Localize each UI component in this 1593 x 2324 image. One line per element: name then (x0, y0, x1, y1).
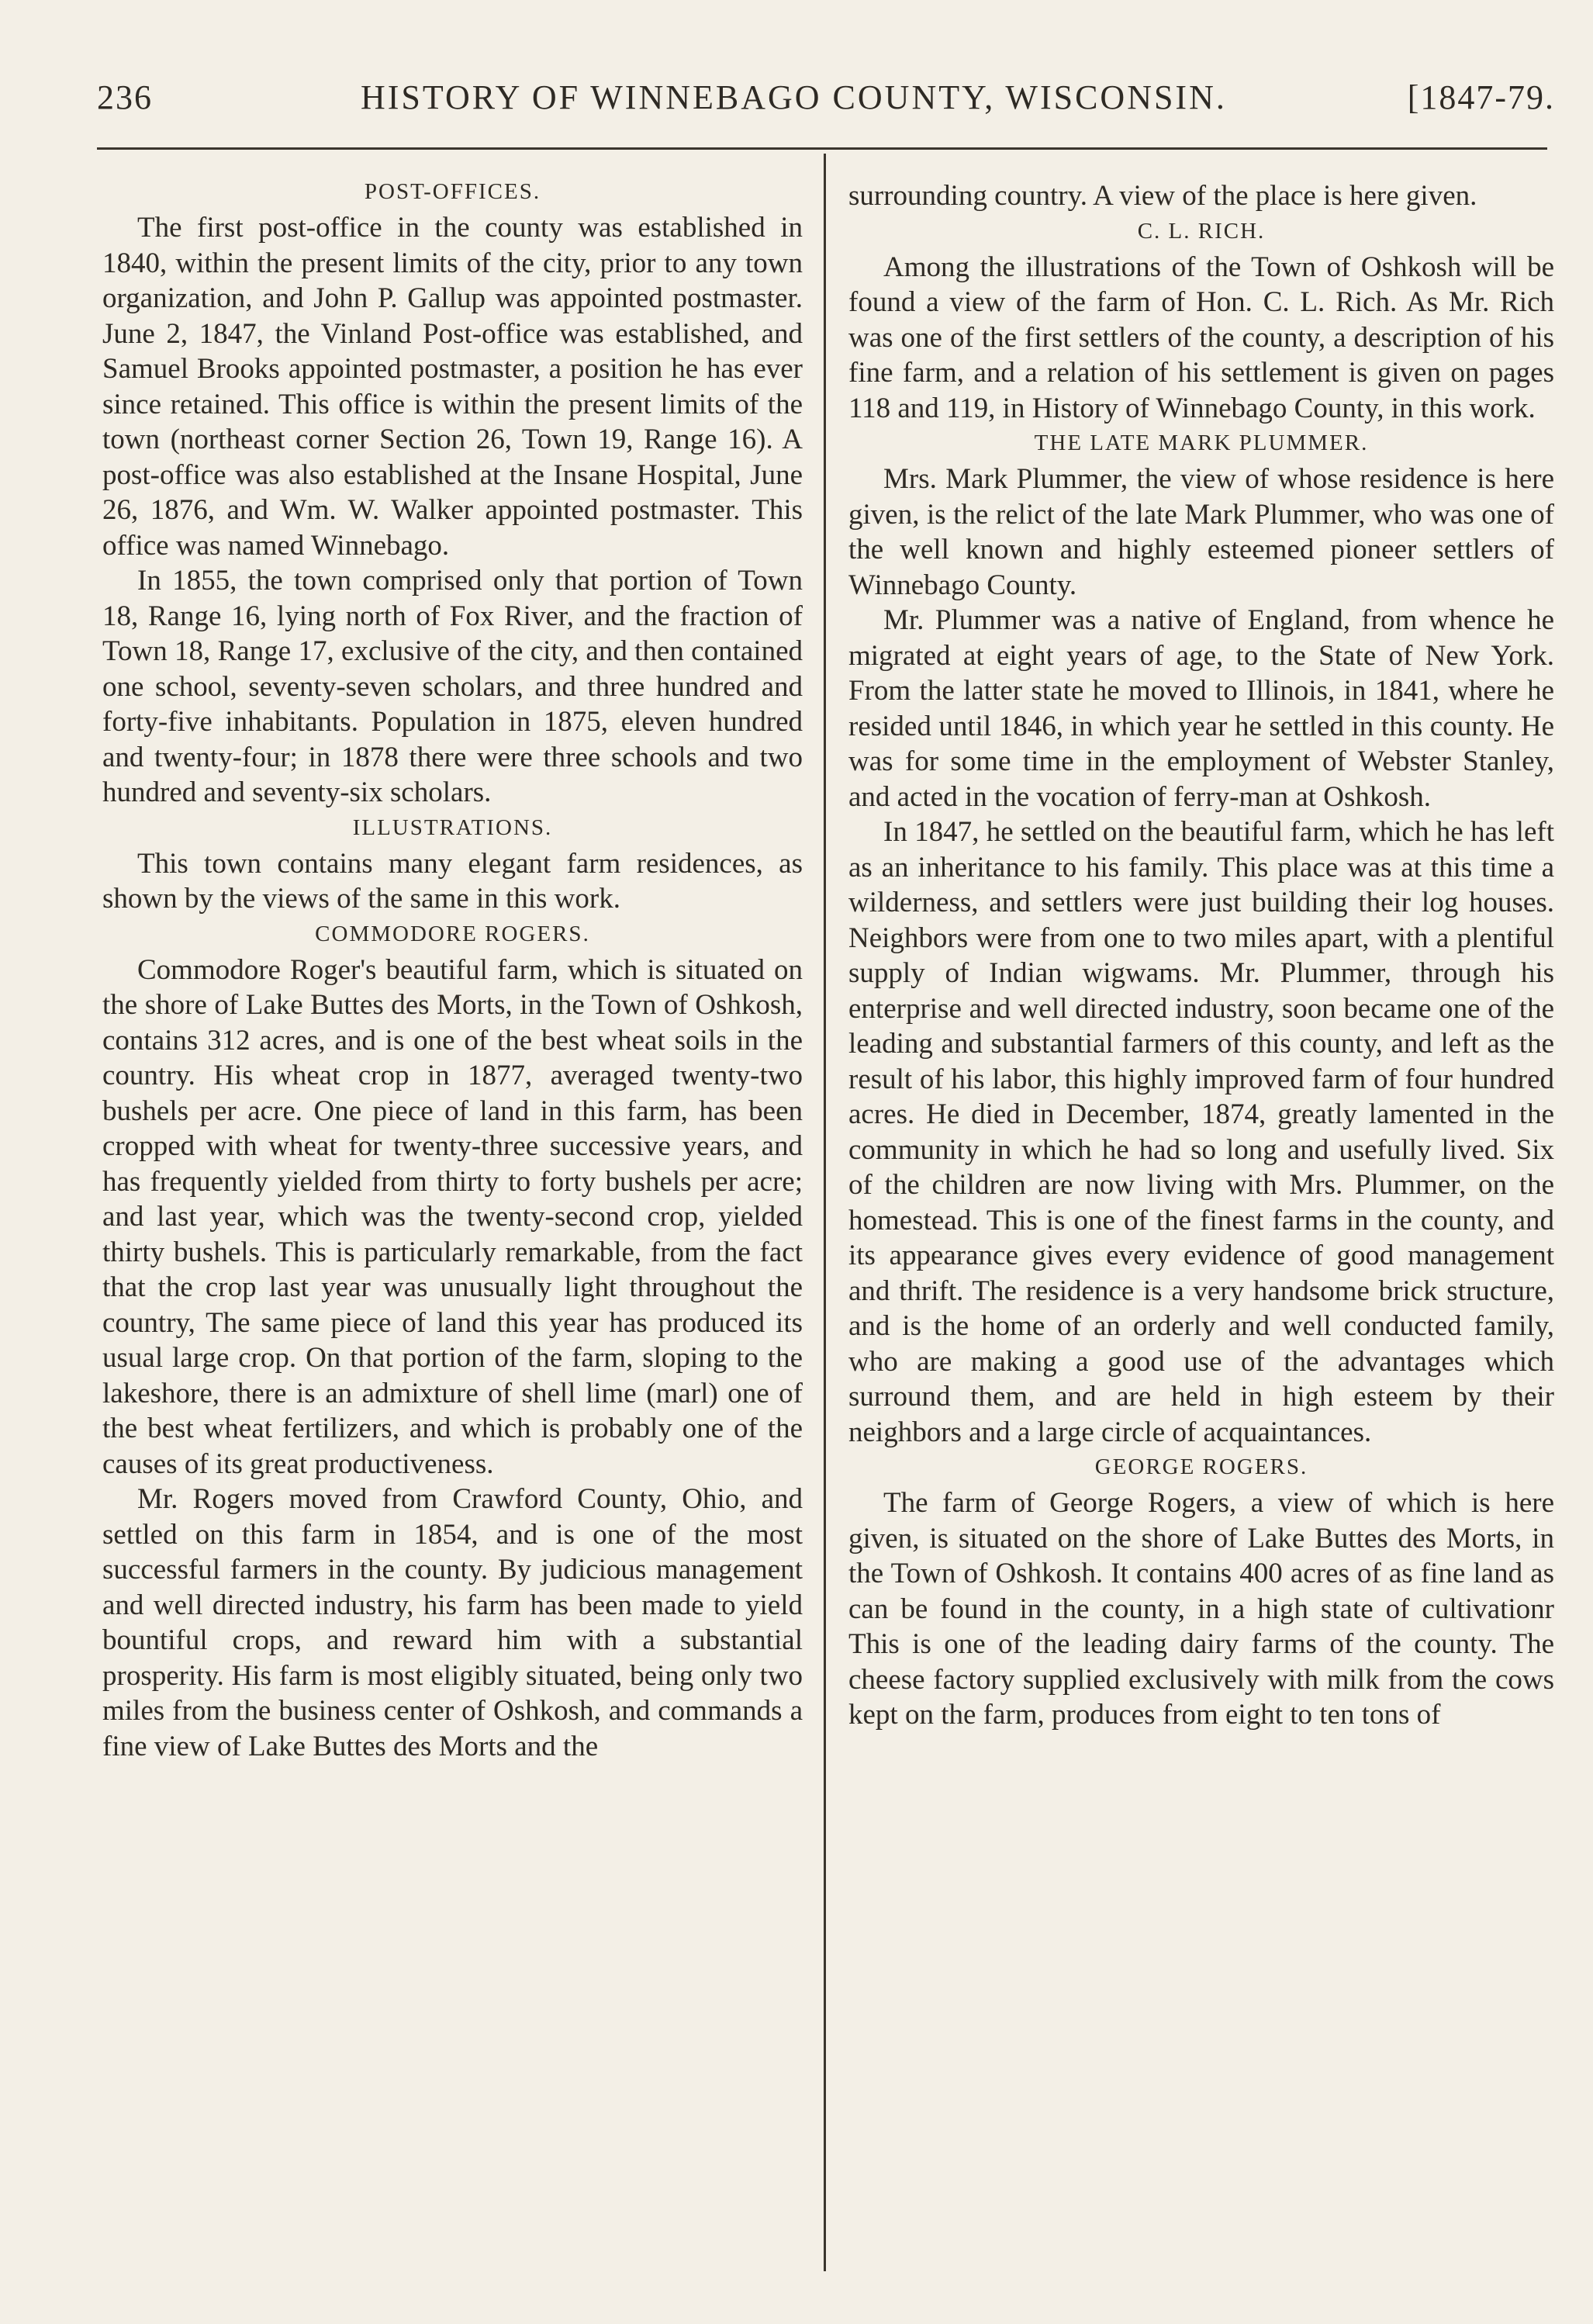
right-column (848, 178, 1554, 1733)
paragraph: Mr. Plummer was a native of England, from whence he migrated at eight years of age, to the State of New York. From the latter state he moved to Illinois, in 1841, where he resided until 1846, in which year he settled in this county. He was for some time in the employment of Webster Stanley, and acted in the vocation of ferry-man at Oshkosh. (848, 604, 1554, 813)
paragraph: The farm of George Rogers, a view of which is here given, is situated on the shore of Lake Buttes des Morts, in the Town of Oshkosh. It contains 400 acres of as fine land as can be found in the county, in a high state of cultivationr This is one of the leading dairy farms of the county. The cheese factory supplied exclusively with milk from the cows kept on the farm, produces from eight to ten tons of (848, 1487, 1554, 1731)
paragraph: Mr. Rogers moved from Crawford County, Ohio, and settled on this farm in 1854, and is one of the most successful farmers in the county. By judicious management and well directed industry, his farm has been made to yield bountiful crops, and reward him with a substantial prosperity. His farm is most eligibly situated, being only two miles from the business center of Oshkosh, and commands a fine view of Lake Buttes des Morts and the (102, 1483, 803, 1762)
section-heading-cl-rich: C. L. RICH. (1137, 218, 1266, 244)
paragraph: In 1847, he settled on the beautiful farm, which he has left as an inheritance to his family. This place was at this time a wilderness, and settlers were just building their log houses. Neighbors were from one to two miles apart, with a plentiful supply of Indian wigwams. Mr. Plummer, through his enterprise and well directed industry, soon became one of the leading and substantial farmers of this county, and left as the result of his labor, this highly improved farm of four hundred acres. He died in December, 1874, greatly lamented in the community in which he had so long and usefully lived. Six of the children are now living with Mrs. Plummer, on the homestead. This is one of the finest farms in the county, and its appearance gives every evidence of good management and thrift. The residence is a very handsome brick structure, and is the home of an orderly and well conducted family, who are making a good use of the advantages which surround them, and are held in high esteem by their neighbors and a large circle of acquaintances. (848, 816, 1554, 1448)
section-heading-commodore-rogers: COMMODORE ROGERS. (315, 921, 590, 946)
running-header (97, 78, 1555, 132)
column-divider (824, 154, 826, 2271)
running-title: HISTORY OF WINNEBAGO COUNTY, WISCONSIN. (361, 78, 1227, 116)
header-rule (97, 147, 1547, 150)
paragraph-continuation: surrounding country. A view of the place is here given. (848, 180, 1477, 212)
paragraph: Mrs. Mark Plummer, the view of whose residence is here given, is the relict of the late Mark Plummer, who was one of the well known and highly esteemed pioneer settlers of Winnebago County. (848, 463, 1554, 601)
left-column (102, 175, 803, 1764)
section-heading-post-offices: POST-OFFICES. (364, 179, 541, 204)
paragraph: The first post-office in the county was established in 1840, within the present limits of the city, prior to any town organization, and John P. Gallup was appointed postmaster. June 2, 1847, the Vinland Post-office was established, and Samuel Brooks appointed postmaster, a position he has ever since retained. This office is within the present limits of the town (northeast corner Section 26, Town 19, Range 16). A post-office was also established at the Insane Hospital, June 26, 1876, and Wm. W. Walker appointed postmaster. This office was named Winnebago. (102, 212, 803, 562)
section-heading-mark-plummer: THE LATE MARK PLUMMER. (1034, 431, 1369, 455)
page-number: 236 (97, 78, 153, 116)
paragraph: In 1855, the town comprised only that portion of Town 18, Range 16, lying north of Fox River, and the fraction of Town 18, Range 17, exclusive of the city, and then contained one school, seventy-seven scholars, and three hundred and forty-five inhabitants. Population in 1875, eleven hundred and twenty-four; in 1878 there were three schools and two hundred and seventy-six scholars. (102, 565, 803, 808)
paragraph: This town contains many elegant farm residences, as shown by the views of the same in this work. (102, 847, 803, 915)
year-range: [1847-79. (1407, 78, 1555, 116)
paragraph: Among the illustrations of the Town of Oshkosh will be found a view of the farm of Hon. C. L. Rich. As Mr. Rich was one of the first settlers of the county, a description of his fine farm, and a relation of his settlement is given on pages 118 and 119, in History of Winnebago County, in this work. (848, 251, 1554, 424)
section-heading-illustrations: ILLUSTRATIONS. (352, 814, 553, 840)
section-heading-george-rogers: GEORGE ROGERS. (1094, 1454, 1308, 1479)
paragraph: Commodore Roger's beautiful farm, which is situated on the shore of Lake Buttes des Morts, in the Town of Oshkosh, contains 312 acres, and is one of the best wheat soils in the country. His wheat crop in 1877, averaged twenty-two bushels per acre. One piece of land in this farm, has been cropped with wheat for twenty-three successive years, and has frequently yielded from thirty to forty bushels per acre; and last year, which was the twenty-second crop, yielded thirty bushels. This is particularly remarkable, from the fact that the crop last year was unusually light throughout the country, The same piece of land this year has produced its usual large crop. On that portion of the farm, sloping to the lakeshore, there is an admixture of shell lime (marl) one of the best wheat fertilizers, and which is probably one of the causes of its great productiveness. (102, 953, 803, 1480)
